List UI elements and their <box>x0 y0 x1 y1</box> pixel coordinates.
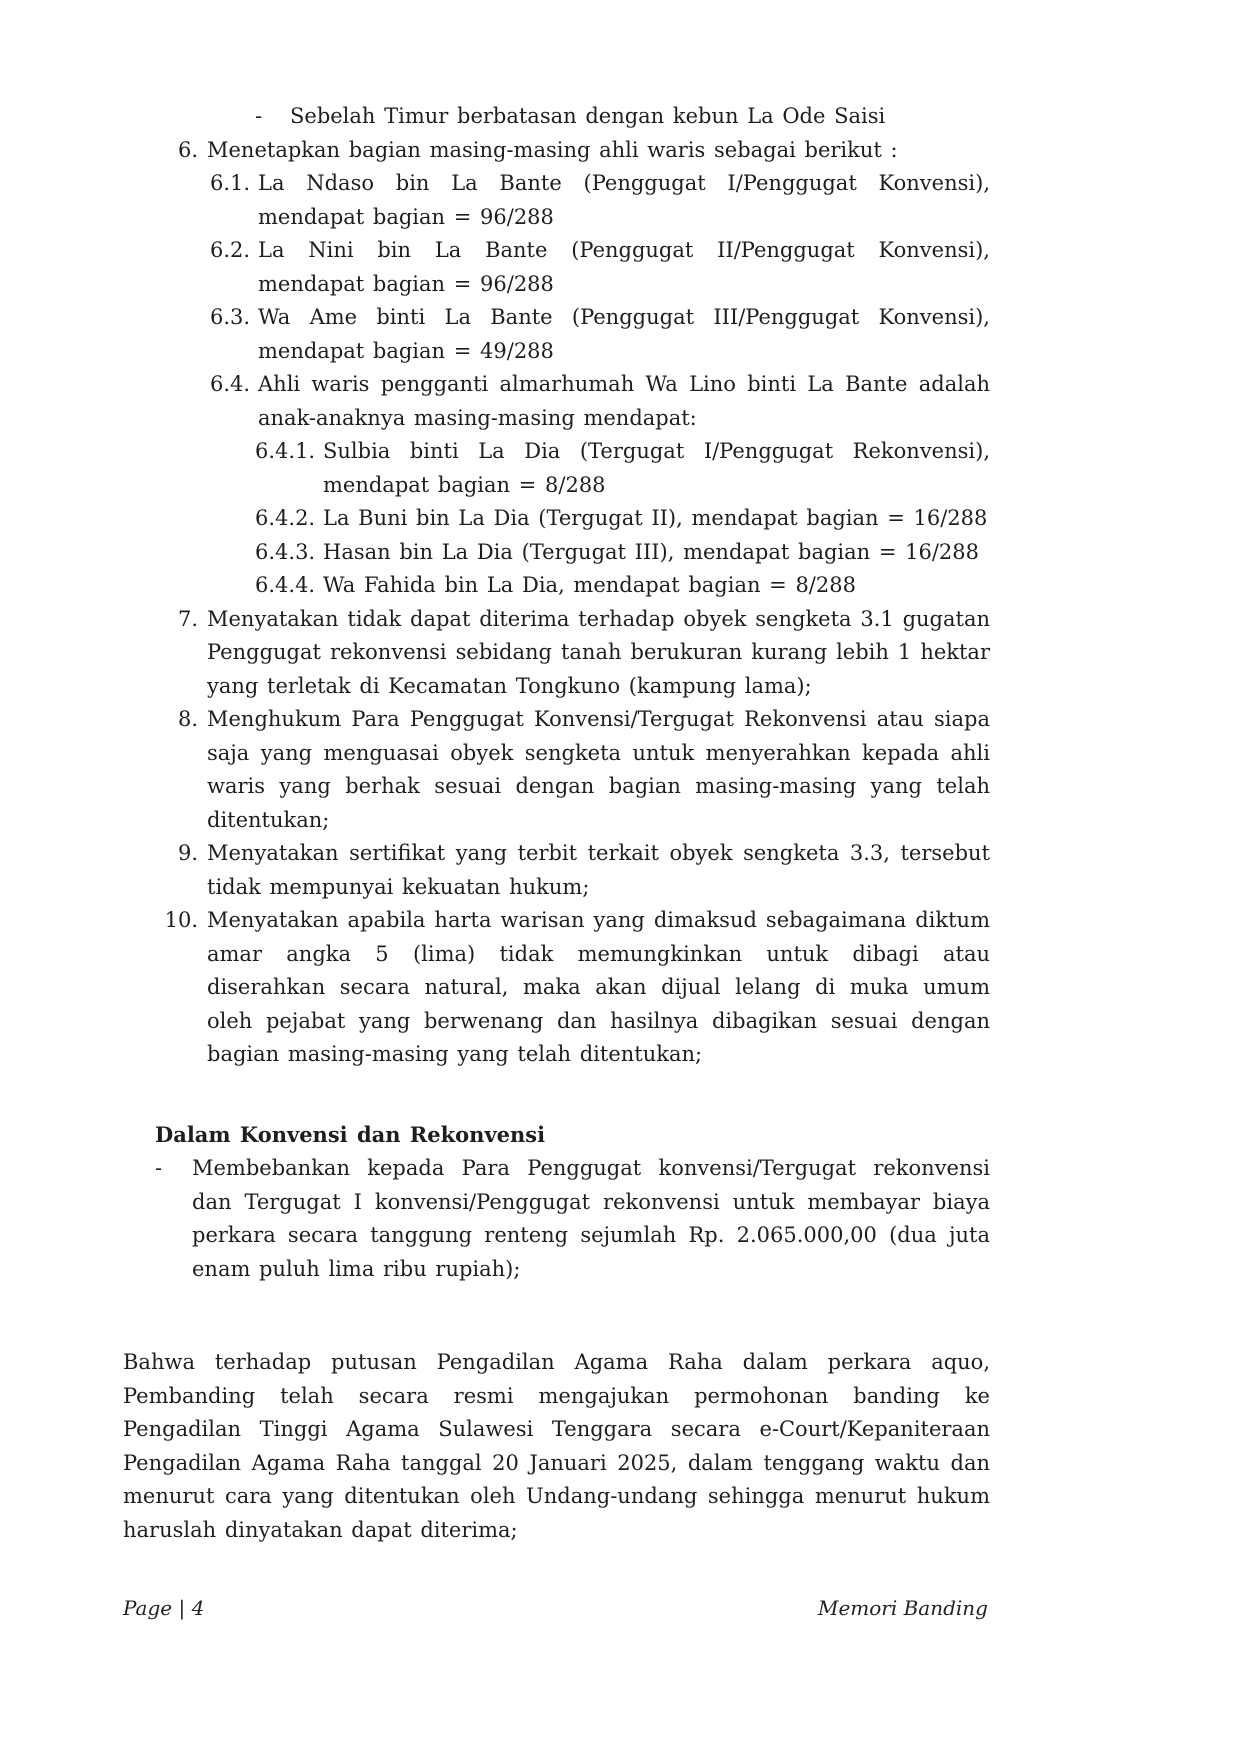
list-item-text: Wa Ame binti La Bante (Penggugat III/Penggugat Konvensi), mendapat bagian = 49/288 <box>258 305 990 363</box>
list-item-text: Membebankan kepada Para Penggugat konvensi/Tergugat rekonvensi dan Tergugat I konvensi/Penggugat rekonvensi untuk membayar biaya perkara secara tanggung renteng sejumlah Rp. 2.065.000,00 (dua juta enam puluh lima ribu rupiah); <box>192 1156 990 1281</box>
list-item-text: Menetapkan bagian masing-masing ahli waris sebagai berikut : <box>207 137 898 162</box>
list-item-text: Menyatakan sertifikat yang terbit terkait obyek sengketa 3.3, tersebut tidak mempunyai kekuatan hukum; <box>207 841 990 899</box>
list-item-marker: 6.4.4. <box>255 573 316 597</box>
list-item-marker: 6.4.1. <box>255 439 316 463</box>
list-item-6-2 <box>123 234 990 301</box>
list-item-marker: 10. <box>164 908 198 932</box>
list-item-marker: - <box>155 1156 163 1180</box>
list-item-marker: - <box>255 104 263 128</box>
list-item-marker: 6.4.3. <box>255 539 316 564</box>
footer-page-number: Page | 4 <box>123 1596 205 1620</box>
list-item-6-4 <box>123 368 990 435</box>
list-item-marker: 6.2. <box>210 238 251 262</box>
list-item-text: Wa Fahida bin La Dia, mendapat bagian = 8/288 <box>323 573 856 597</box>
list-item-marker: 9. <box>177 841 198 865</box>
list-item-costs <box>123 1152 990 1286</box>
list-item-marker: 6.1. <box>210 171 251 195</box>
page-footer <box>123 1596 988 1620</box>
list-item-6-4-3 <box>123 536 990 570</box>
list-item-text: Hasan bin La Dia (Tergugat III), mendapat bagian = 16/288 <box>323 539 979 564</box>
list-item-6-4-1 <box>123 435 990 502</box>
document-content <box>123 100 990 1547</box>
list-item-marker: 6.4.2. <box>255 506 316 530</box>
list-item-6-1 <box>123 167 990 234</box>
list-item-text: La Buni bin La Dia (Tergugat II), mendapat bagian = 16/288 <box>323 506 988 530</box>
footer-document-title: Memori Banding <box>817 1596 988 1620</box>
list-item-text: Sebelah Timur berbatasan dengan kebun La Ode Saisi <box>290 104 886 128</box>
list-item-text: Menyatakan tidak dapat diterima terhadap obyek sengketa 3.1 gugatan Penggugat rekonvensi sebidang tanah berukuran kurang lebih 1 hektar yang terletak di Kecamatan Tongkuno (kampung lama); <box>207 606 990 698</box>
list-item-6-4-2 <box>123 502 990 536</box>
list-item-marker: 7. <box>177 606 198 631</box>
list-item-9 <box>123 837 990 904</box>
list-item-text: La Nini bin La Bante (Penggugat II/Penggugat Konvensi), mendapat bagian = 96/288 <box>258 238 990 296</box>
list-item-text: Menyatakan apabila harta warisan yang dimaksud sebagaimana diktum amar angka 5 (lima) tidak memungkinkan untuk dibagi atau diserahkan secara natural, maka akan dijual lelang di muka umum oleh pejabat yang berwenang dan hasilnya dibagikan sesuai dengan bagian masing-masing yang telah ditentukan; <box>207 908 990 1066</box>
list-item-marker: 8. <box>177 707 198 731</box>
list-item-marker: 6.4. <box>210 372 251 396</box>
list-item-marker: 6. <box>177 137 198 162</box>
section-heading: Dalam Konvensi dan Rekonvensi <box>155 1121 546 1147</box>
list-item-marker: 6.3. <box>210 305 251 329</box>
list-item-text: Menghukum Para Penggugat Konvensi/Tergugat Rekonvensi atau siapa saja yang menguasai obyek sengketa untuk menyerahkan kepada ahli waris yang berhak sesuai dengan bagian masing-masing yang telah ditentukan; <box>207 707 990 832</box>
list-item-10 <box>123 904 990 1072</box>
list-item-6-4-4 <box>123 569 990 603</box>
list-item-text: Ahli waris pengganti almarhumah Wa Lino binti La Bante adalah anak-anaknya masing-masing mendapat: <box>258 372 990 430</box>
list-item-text: La Ndaso bin La Bante (Penggugat I/Penggugat Konvensi), mendapat bagian = 96/288 <box>258 171 990 229</box>
list-item-6-3 <box>123 301 990 368</box>
list-item-7 <box>123 603 990 704</box>
list-item-6 <box>123 134 990 168</box>
list-item-boundary-east <box>123 100 990 134</box>
closing-paragraph: Bahwa terhadap putusan Pengadilan Agama Raha dalam perkara aquo, Pembanding telah secara resmi mengajukan permohonan banding ke Pengadilan Tinggi Agama Sulawesi Tenggara secara e-Court/Kepaniteraan Pengadilan Agama Raha tanggal 20 Januari 2025, dalam tenggang waktu dan menurut cara yang ditentukan oleh Undang-undang sehingga menurut hukum haruslah dinyatakan dapat diterima; <box>123 1350 990 1542</box>
list-item-8 <box>123 703 990 837</box>
list-item-text: Sulbia binti La Dia (Tergugat I/Penggugat Rekonvensi), mendapat bagian = 8/288 <box>323 439 990 497</box>
